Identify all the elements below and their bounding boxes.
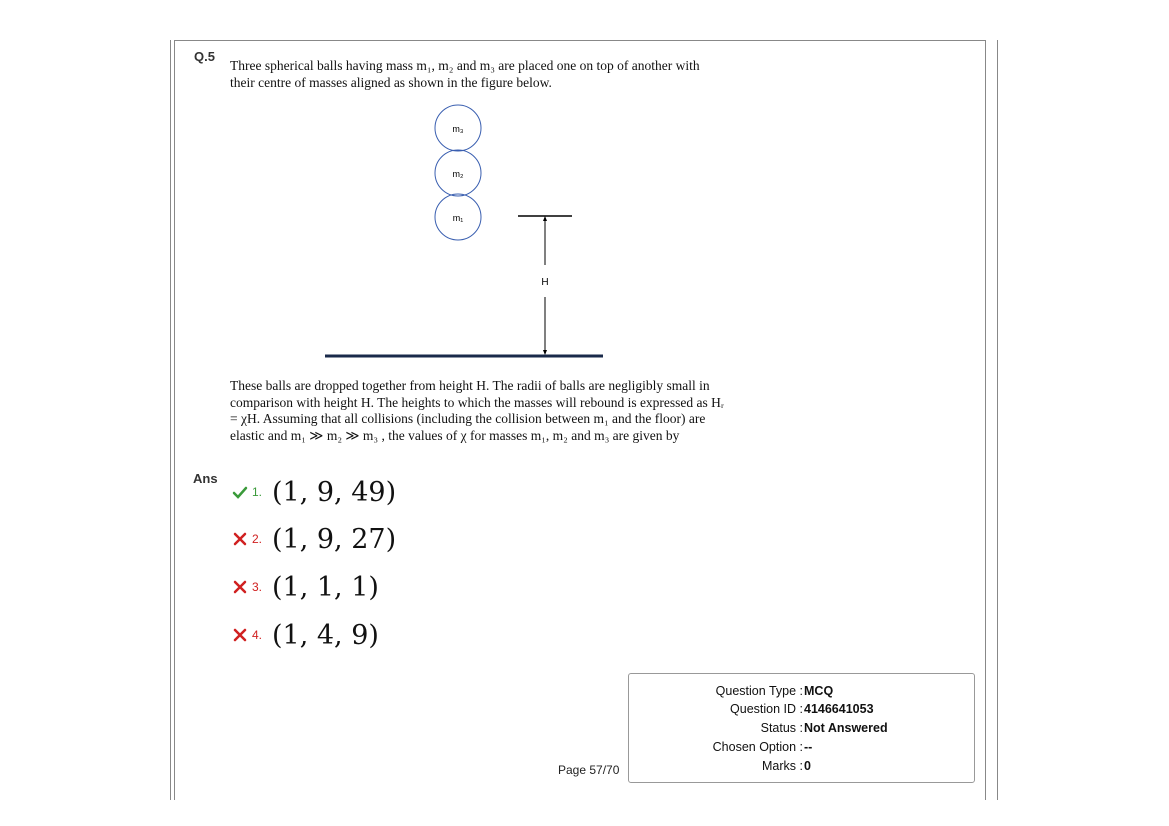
option-2[interactable] (232, 521, 396, 557)
check-icon (232, 484, 248, 500)
info-row-marks (629, 759, 974, 778)
info-value: -- (804, 740, 813, 754)
height-label: H (541, 277, 549, 288)
info-row-type (629, 684, 974, 703)
question-info-box (628, 673, 975, 783)
option-4[interactable] (232, 617, 379, 653)
option-value: (1, 9, 27) (272, 523, 397, 555)
question-intro: Three spherical balls having mass m₁, m₂ and m₃ are placed one on top of another with their centre of masses aligned as shown in the figure below. (230, 58, 700, 90)
info-label: Marks : (762, 759, 803, 773)
question-body: These balls are dropped together from height H. The radii of balls are negligibly small in comparison with height H. The heights to which the masses will rebound is expressed as Hᵣ = χH. Assuming that all collisions (including the collision between m₁ and the floor) are elastic and m₁ ≫ m₂ ≫ m₃ , the values of χ for masses m₁, m₂ and m₃ are given by (230, 378, 725, 443)
ball-m3-label: m₃ (452, 124, 464, 134)
option-value: (1, 1, 1) (272, 571, 379, 603)
option-3[interactable] (232, 569, 379, 605)
cross-icon (232, 531, 248, 547)
page-number: Page 57/70 (558, 763, 620, 777)
info-label: Chosen Option : (712, 740, 803, 754)
option-value: (1, 4, 9) (272, 619, 379, 651)
info-row-id (629, 702, 974, 721)
option-number: 1. (252, 485, 263, 499)
info-label: Status : (760, 721, 803, 735)
info-row-chosen (629, 740, 974, 759)
answer-label: Ans (193, 471, 218, 486)
option-value: (1, 9, 49) (272, 476, 397, 508)
info-label: Question Type : (715, 684, 803, 698)
cross-icon (232, 579, 248, 595)
info-row-status (629, 721, 974, 740)
option-number: 3. (252, 580, 263, 594)
ball-m1-label: m₁ (452, 213, 464, 223)
info-value: 0 (804, 759, 811, 773)
ball-m2-label: m₂ (452, 169, 464, 179)
info-value: Not Answered (804, 721, 888, 735)
info-value: 4146641053 (804, 702, 874, 716)
info-value: MCQ (804, 684, 834, 698)
option-number: 2. (252, 532, 263, 546)
question-number: Q.5 (194, 49, 215, 64)
cross-icon (232, 627, 248, 643)
height-arrow-head-down (543, 350, 547, 355)
option-1[interactable] (232, 474, 396, 510)
option-number: 4. (252, 628, 263, 642)
info-label: Question ID : (730, 702, 803, 716)
question-figure (320, 100, 610, 365)
